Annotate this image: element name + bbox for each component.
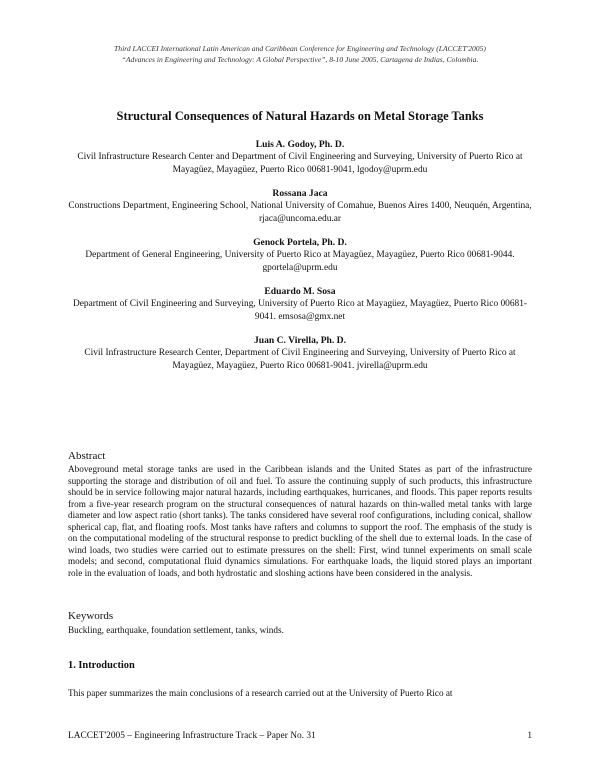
author-name: Eduardo M. Sosa: [264, 286, 336, 297]
keywords-heading: Keywords: [68, 610, 114, 622]
abstract-text: Aboveground metal storage tanks are used in the Caribbean islands and the United States as part of the infrastructure supporting the storage and distribution of oil and fuel. To assure the continuing supply of such products, this infrastructure should be in service following major natural hazards, including earthquakes, hurricanes, and floods. This paper reports results from a five-year research program on the structural consequences of natural hazards on thin-walled metal tanks with large diameter and low aspect ratio (short tanks). The tanks considered have several roof configurations, including conical, shallow spherical cap, flat, and floating roofs. Most tanks have rafters and columns to support the roof. The emphasis of the study is on the computational modeling of the structural response to predict buckling of the shell due to external loads. In the case of wind loads, two studies were carried out to estimate pressures on the shell: First, wind tunnel experiments on small scale models; and second, computational fluid dynamics simulations. For earthquake loads, the liquid stored plays an important role in the evaluation of loads, and both hydrostatic and sloshing actions have been considered in the analysis.: [68, 464, 532, 578]
introduction-text: This paper summarizes the main conclusions of a research carried out at the University of Puerto Rico at: [68, 688, 453, 698]
author-affiliation: Civil Infrastructure Research Center and Department of Civil Engineering and Surveying, University of Puerto Rico at Mayagüez, Mayagüez, Puerto Rico 00681-9041, lgodoy@uprm.edu: [77, 152, 523, 175]
conference-header: [68, 43, 532, 65]
author-name: Juan C. Virella, Ph. D.: [253, 335, 347, 346]
page-footer: LACCET'2005 – Engineering Infrastructure Track – Paper No. 31: [68, 731, 316, 741]
conference-header-line-1: Third LACCEI International Latin American and Caribbean Conference for Engineering and Technology (LACCET'2005): [114, 44, 486, 53]
paper-title: Structural Consequences of Natural Hazards on Metal Storage Tanks: [116, 109, 484, 123]
introduction-heading: 1. Introduction: [68, 660, 135, 671]
author-name: Rossana Jaca: [272, 188, 328, 199]
author-affiliation: Civil Infrastructure Research Center, Department of Civil Engineering and Surveying, University of Puerto Rico at Mayagüez, Mayagüez, Puerto Rico 00681-9041. jvirella@uprm.edu: [84, 348, 516, 371]
author-affiliation: Department of General Engineering, University of Puerto Rico at Mayagüez, Mayagüez, Puerto Rico 00681-9044. gportela@uprm.edu: [85, 250, 515, 273]
author-block: [68, 138, 532, 177]
keywords-text: Buckling, earthquake, foundation settlement, tanks, winds.: [68, 625, 284, 635]
author-list: [68, 138, 532, 383]
author-name: Genock Portela, Ph. D.: [253, 237, 347, 248]
author-block: [68, 236, 532, 275]
author-block: [68, 285, 532, 324]
author-block: [68, 187, 532, 226]
author-affiliation: Department of Civil Engineering and Surveying, University of Puerto Rico at Mayagüez, Mayagüez, Puerto Rico 00681-9041. emsosa@gmx.net: [72, 299, 528, 322]
author-block: [68, 334, 532, 373]
author-affiliation: Constructions Department, Engineering School, National University of Comahue, Buenos Aires 1400, Neuquén, Argentina, rjaca@uncoma.edu.ar: [68, 201, 532, 224]
author-name: Luis A. Godoy, Ph. D.: [255, 139, 345, 150]
abstract-heading: Abstract: [68, 450, 106, 462]
page-number: 1: [527, 731, 532, 741]
conference-header-line-2: “Advances in Engineering and Technology: A Global Perspective”, 8-10 June 2005, Cartagena de Indias, Colombia.: [121, 55, 479, 64]
